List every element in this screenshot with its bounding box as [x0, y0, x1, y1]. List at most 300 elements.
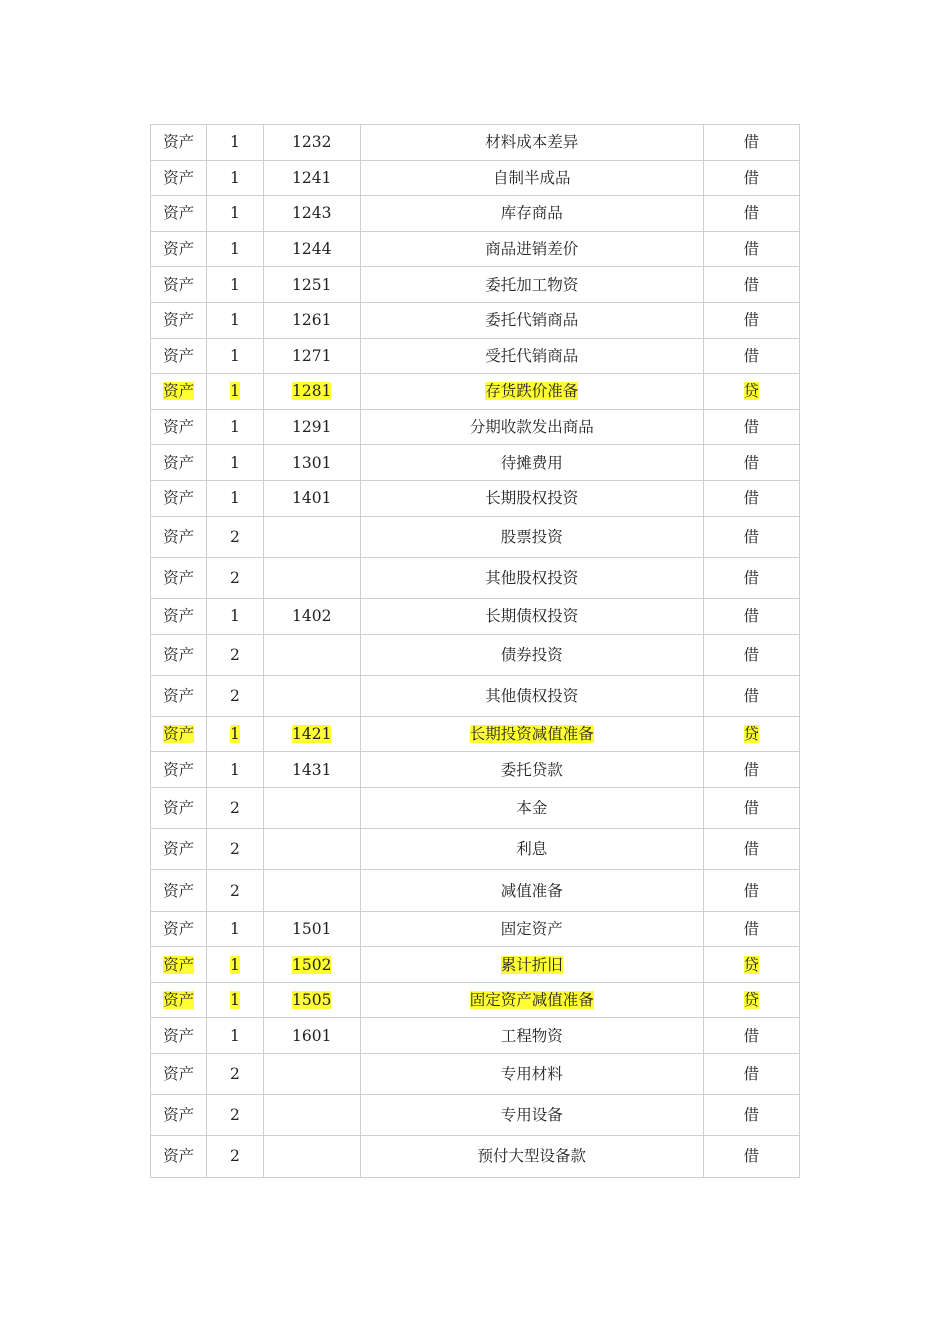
account-category-text: 资产: [163, 645, 195, 664]
account-level-cell: [207, 675, 263, 716]
account-level-text: 1: [229, 760, 240, 779]
account-code-cell: [263, 788, 360, 829]
balance-direction-text: 借: [743, 1106, 760, 1125]
balance-direction-text: 借: [743, 489, 760, 508]
account-level-text: 1: [229, 1026, 240, 1045]
account-code-text: 1244: [291, 240, 332, 259]
account-category-cell: [151, 1136, 207, 1177]
balance-direction-cell: [703, 634, 799, 675]
table-row: [151, 598, 800, 634]
balance-direction-text: 贷: [743, 991, 760, 1010]
account-category-text: 资产: [163, 919, 195, 938]
account-category-text: 资产: [163, 240, 195, 259]
table-row: [151, 302, 800, 338]
balance-direction-text: 借: [743, 881, 760, 900]
account-category-cell: [151, 1018, 207, 1054]
balance-direction-cell: [703, 338, 799, 374]
account-name-cell: [360, 302, 703, 338]
account-category-cell: [151, 982, 207, 1018]
account-code-text: 1241: [291, 168, 332, 187]
account-name-text: 商品进销差价: [485, 240, 579, 259]
account-code-cell: [263, 870, 360, 911]
account-name-cell: [360, 374, 703, 410]
balance-direction-text: 借: [743, 275, 760, 294]
account-code-text: 1501: [291, 919, 332, 938]
account-category-text: 资产: [163, 1147, 195, 1166]
account-code-text: 1301: [291, 453, 332, 472]
account-level-cell: [207, 1054, 263, 1095]
account-code-cell: [263, 160, 360, 196]
account-code-cell: [263, 445, 360, 481]
balance-direction-cell: [703, 675, 799, 716]
account-level-text: 2: [229, 686, 240, 705]
balance-direction-text: 借: [743, 311, 760, 330]
account-code-cell: [263, 516, 360, 557]
account-name-text: 委托贷款: [500, 760, 563, 779]
account-category-text: 资产: [163, 725, 195, 744]
account-category-cell: [151, 480, 207, 516]
account-name-text: 预付大型设备款: [477, 1147, 586, 1166]
balance-direction-text: 借: [743, 240, 760, 259]
account-name-text: 利息: [516, 840, 548, 859]
account-name-text: 委托加工物资: [485, 275, 579, 294]
balance-direction-text: 借: [743, 1026, 760, 1045]
account-category-text: 资产: [163, 1106, 195, 1125]
account-category-text: 资产: [163, 275, 195, 294]
account-code-text: 1505: [291, 991, 332, 1010]
account-level-cell: [207, 160, 263, 196]
account-name-text: 债券投资: [500, 645, 563, 664]
balance-direction-text: 借: [743, 568, 760, 587]
balance-direction-cell: [703, 911, 799, 947]
account-code-cell: [263, 1095, 360, 1136]
balance-direction-cell: [703, 947, 799, 983]
account-name-text: 股票投资: [500, 527, 563, 546]
balance-direction-text: 借: [743, 133, 760, 152]
account-level-text: 1: [229, 919, 240, 938]
balance-direction-text: 贷: [743, 955, 760, 974]
account-level-cell: [207, 480, 263, 516]
account-level-cell: [207, 338, 263, 374]
account-category-cell: [151, 716, 207, 752]
balance-direction-cell: [703, 557, 799, 598]
balance-direction-cell: [703, 829, 799, 870]
account-name-cell: [360, 870, 703, 911]
account-category-text: 资产: [163, 311, 195, 330]
account-category-text: 资产: [163, 568, 195, 587]
account-category-text: 资产: [163, 346, 195, 365]
account-name-cell: [360, 752, 703, 788]
table-row: [151, 267, 800, 303]
account-level-text: 2: [229, 1065, 240, 1084]
account-code-text: 1261: [291, 311, 332, 330]
table-row: [151, 445, 800, 481]
account-code-text: 1601: [291, 1026, 332, 1045]
account-name-cell: [360, 675, 703, 716]
account-category-text: 资产: [163, 168, 195, 187]
account-code-cell: [263, 480, 360, 516]
account-category-cell: [151, 557, 207, 598]
table-row: [151, 1018, 800, 1054]
account-level-cell: [207, 557, 263, 598]
account-level-cell: [207, 267, 263, 303]
balance-direction-text: 借: [743, 645, 760, 664]
account-name-text: 材料成本差异: [485, 133, 579, 152]
account-name-text: 固定资产减值准备: [469, 991, 594, 1010]
account-name-text: 存货跌价准备: [485, 382, 579, 401]
account-category-cell: [151, 829, 207, 870]
account-name-cell: [360, 409, 703, 445]
account-name-text: 其他股权投资: [485, 568, 579, 587]
account-code-cell: [263, 1018, 360, 1054]
table-row: [151, 634, 800, 675]
account-level-text: 1: [229, 725, 240, 744]
account-category-cell: [151, 338, 207, 374]
table-row: [151, 1054, 800, 1095]
account-code-cell: [263, 196, 360, 232]
account-code-text: 1251: [291, 275, 332, 294]
account-name-text: 待摊费用: [500, 453, 563, 472]
account-category-cell: [151, 634, 207, 675]
account-category-cell: [151, 675, 207, 716]
account-code-cell: [263, 557, 360, 598]
account-category-cell: [151, 598, 207, 634]
account-category-cell: [151, 160, 207, 196]
balance-direction-cell: [703, 598, 799, 634]
table-row: [151, 409, 800, 445]
table-row: [151, 374, 800, 410]
account-level-text: 1: [229, 240, 240, 259]
account-level-cell: [207, 516, 263, 557]
account-code-text: 1291: [291, 418, 332, 437]
account-name-text: 专用设备: [500, 1106, 563, 1125]
account-level-text: 2: [229, 645, 240, 664]
table-row: [151, 911, 800, 947]
account-level-cell: [207, 634, 263, 675]
account-level-cell: [207, 598, 263, 634]
account-table-body: [151, 125, 800, 1178]
account-level-text: 2: [229, 881, 240, 900]
account-category-cell: [151, 302, 207, 338]
account-level-text: 2: [229, 1147, 240, 1166]
account-level-text: 1: [229, 346, 240, 365]
account-code-cell: [263, 125, 360, 161]
account-level-cell: [207, 788, 263, 829]
balance-direction-text: 借: [743, 840, 760, 859]
balance-direction-text: 借: [743, 204, 760, 223]
account-level-text: 1: [229, 133, 240, 152]
account-category-text: 资产: [163, 133, 195, 152]
account-name-cell: [360, 196, 703, 232]
account-category-text: 资产: [163, 1065, 195, 1084]
account-level-cell: [207, 982, 263, 1018]
account-name-text: 长期投资减值准备: [469, 725, 594, 744]
account-code-text: 1243: [291, 204, 332, 223]
account-level-cell: [207, 445, 263, 481]
account-level-text: 1: [229, 489, 240, 508]
table-row: [151, 870, 800, 911]
account-code-cell: [263, 634, 360, 675]
account-name-cell: [360, 338, 703, 374]
account-category-cell: [151, 1095, 207, 1136]
account-name-cell: [360, 1054, 703, 1095]
account-code-cell: [263, 374, 360, 410]
account-category-text: 资产: [163, 453, 195, 472]
table-row: [151, 160, 800, 196]
account-name-text: 本金: [516, 799, 548, 818]
account-category-text: 资产: [163, 686, 195, 705]
account-name-text: 委托代销商品: [485, 311, 579, 330]
account-name-cell: [360, 982, 703, 1018]
table-row: [151, 480, 800, 516]
account-category-text: 资产: [163, 527, 195, 546]
account-level-text: 1: [229, 991, 240, 1010]
balance-direction-cell: [703, 445, 799, 481]
balance-direction-cell: [703, 716, 799, 752]
account-code-cell: [263, 752, 360, 788]
table-row: [151, 125, 800, 161]
balance-direction-text: 借: [743, 346, 760, 365]
table-row: [151, 788, 800, 829]
account-code-cell: [263, 829, 360, 870]
balance-direction-cell: [703, 302, 799, 338]
account-code-text: 1271: [291, 346, 332, 365]
account-name-cell: [360, 231, 703, 267]
balance-direction-text: 贷: [743, 382, 760, 401]
account-code-text: 1281: [291, 382, 332, 401]
account-level-text: 2: [229, 568, 240, 587]
account-name-cell: [360, 1018, 703, 1054]
balance-direction-text: 借: [743, 799, 760, 818]
account-name-cell: [360, 160, 703, 196]
account-level-text: 1: [229, 168, 240, 187]
account-level-cell: [207, 752, 263, 788]
balance-direction-cell: [703, 788, 799, 829]
account-category-text: 资产: [163, 1026, 195, 1045]
account-code-cell: [263, 267, 360, 303]
balance-direction-text: 借: [743, 686, 760, 705]
account-category-cell: [151, 409, 207, 445]
account-level-cell: [207, 302, 263, 338]
balance-direction-text: 借: [743, 607, 760, 626]
table-row: [151, 752, 800, 788]
account-name-cell: [360, 911, 703, 947]
account-level-cell: [207, 870, 263, 911]
account-level-cell: [207, 231, 263, 267]
balance-direction-cell: [703, 231, 799, 267]
account-code-cell: [263, 1054, 360, 1095]
balance-direction-cell: [703, 160, 799, 196]
account-code-text: 1232: [291, 133, 332, 152]
account-category-cell: [151, 1054, 207, 1095]
account-name-cell: [360, 634, 703, 675]
balance-direction-cell: [703, 752, 799, 788]
account-category-text: 资产: [163, 418, 195, 437]
account-level-cell: [207, 716, 263, 752]
balance-direction-text: 借: [743, 760, 760, 779]
balance-direction-cell: [703, 374, 799, 410]
account-code-text: 1402: [291, 607, 332, 626]
account-category-text: 资产: [163, 881, 195, 900]
account-level-cell: [207, 196, 263, 232]
account-name-text: 固定资产: [500, 919, 563, 938]
balance-direction-text: 借: [743, 418, 760, 437]
account-category-cell: [151, 911, 207, 947]
account-name-cell: [360, 1095, 703, 1136]
account-code-cell: [263, 231, 360, 267]
account-category-cell: [151, 788, 207, 829]
account-code-cell: [263, 598, 360, 634]
table-row: [151, 947, 800, 983]
account-name-cell: [360, 829, 703, 870]
table-row: [151, 338, 800, 374]
balance-direction-text: 借: [743, 1147, 760, 1166]
account-name-cell: [360, 125, 703, 161]
account-level-cell: [207, 409, 263, 445]
account-category-cell: [151, 516, 207, 557]
table-row: [151, 196, 800, 232]
account-name-text: 工程物资: [500, 1026, 563, 1045]
balance-direction-cell: [703, 870, 799, 911]
account-category-text: 资产: [163, 382, 195, 401]
account-code-cell: [263, 911, 360, 947]
account-category-cell: [151, 231, 207, 267]
account-category-cell: [151, 445, 207, 481]
account-category-text: 资产: [163, 204, 195, 223]
account-name-text: 库存商品: [500, 204, 563, 223]
account-code-text: 1401: [291, 489, 332, 508]
balance-direction-text: 借: [743, 919, 760, 938]
account-code-text: 1421: [291, 725, 332, 744]
account-code-text: 1502: [291, 955, 332, 974]
account-level-cell: [207, 947, 263, 983]
balance-direction-cell: [703, 125, 799, 161]
balance-direction-cell: [703, 1136, 799, 1177]
account-code-cell: [263, 716, 360, 752]
balance-direction-cell: [703, 480, 799, 516]
account-name-text: 自制半成品: [492, 168, 571, 187]
account-name-cell: [360, 516, 703, 557]
account-level-cell: [207, 1018, 263, 1054]
balance-direction-cell: [703, 1054, 799, 1095]
balance-direction-cell: [703, 516, 799, 557]
account-level-text: 1: [229, 955, 240, 974]
account-code-cell: [263, 302, 360, 338]
account-level-text: 1: [229, 275, 240, 294]
account-name-text: 其他债权投资: [485, 686, 579, 705]
account-category-text: 资产: [163, 955, 195, 974]
balance-direction-text: 借: [743, 527, 760, 546]
account-category-cell: [151, 374, 207, 410]
account-category-cell: [151, 870, 207, 911]
account-code-cell: [263, 982, 360, 1018]
balance-direction-cell: [703, 196, 799, 232]
account-name-cell: [360, 267, 703, 303]
table-row: [151, 675, 800, 716]
table-row: [151, 557, 800, 598]
account-name-text: 长期债权投资: [485, 607, 579, 626]
account-name-text: 分期收款发出商品: [469, 418, 594, 437]
account-level-text: 1: [229, 382, 240, 401]
account-level-text: 1: [229, 204, 240, 223]
account-level-text: 2: [229, 840, 240, 859]
account-name-text: 减值准备: [500, 881, 563, 900]
account-code-cell: [263, 947, 360, 983]
account-level-text: 1: [229, 453, 240, 472]
account-category-text: 资产: [163, 760, 195, 779]
account-name-text: 专用材料: [500, 1065, 563, 1084]
account-category-cell: [151, 125, 207, 161]
account-category-cell: [151, 752, 207, 788]
account-category-text: 资产: [163, 991, 195, 1010]
table-row: [151, 716, 800, 752]
balance-direction-cell: [703, 982, 799, 1018]
account-name-cell: [360, 598, 703, 634]
balance-direction-cell: [703, 1018, 799, 1054]
account-level-text: 1: [229, 418, 240, 437]
balance-direction-text: 借: [743, 1065, 760, 1084]
account-name-cell: [360, 788, 703, 829]
account-name-cell: [360, 947, 703, 983]
account-code-cell: [263, 338, 360, 374]
balance-direction-text: 贷: [743, 725, 760, 744]
table-row: [151, 1095, 800, 1136]
balance-direction-cell: [703, 267, 799, 303]
account-name-cell: [360, 716, 703, 752]
account-name-cell: [360, 480, 703, 516]
account-level-cell: [207, 374, 263, 410]
account-name-cell: [360, 1136, 703, 1177]
account-name-text: 受托代销商品: [485, 346, 579, 365]
account-code-text: 1431: [291, 760, 332, 779]
account-category-text: 资产: [163, 799, 195, 818]
balance-direction-text: 借: [743, 453, 760, 472]
account-level-cell: [207, 911, 263, 947]
balance-direction-cell: [703, 1095, 799, 1136]
account-category-cell: [151, 267, 207, 303]
account-level-cell: [207, 1136, 263, 1177]
account-category-text: 资产: [163, 607, 195, 626]
table-row: [151, 516, 800, 557]
table-row: [151, 1136, 800, 1177]
account-code-cell: [263, 409, 360, 445]
table-row: [151, 829, 800, 870]
account-category-cell: [151, 196, 207, 232]
account-level-text: 2: [229, 799, 240, 818]
account-name-cell: [360, 557, 703, 598]
account-category-text: 资产: [163, 840, 195, 859]
account-name-cell: [360, 445, 703, 481]
account-level-cell: [207, 1095, 263, 1136]
account-category-cell: [151, 947, 207, 983]
account-code-cell: [263, 1136, 360, 1177]
account-code-cell: [263, 675, 360, 716]
table-row: [151, 231, 800, 267]
account-category-text: 资产: [163, 489, 195, 508]
account-level-cell: [207, 829, 263, 870]
account-level-cell: [207, 125, 263, 161]
account-level-text: 2: [229, 527, 240, 546]
balance-direction-cell: [703, 409, 799, 445]
account-level-text: 2: [229, 1106, 240, 1125]
balance-direction-text: 借: [743, 168, 760, 187]
account-name-text: 累计折旧: [500, 955, 563, 974]
account-level-text: 1: [229, 607, 240, 626]
account-table: [150, 124, 800, 1178]
account-level-text: 1: [229, 311, 240, 330]
table-row: [151, 982, 800, 1018]
account-name-text: 长期股权投资: [485, 489, 579, 508]
